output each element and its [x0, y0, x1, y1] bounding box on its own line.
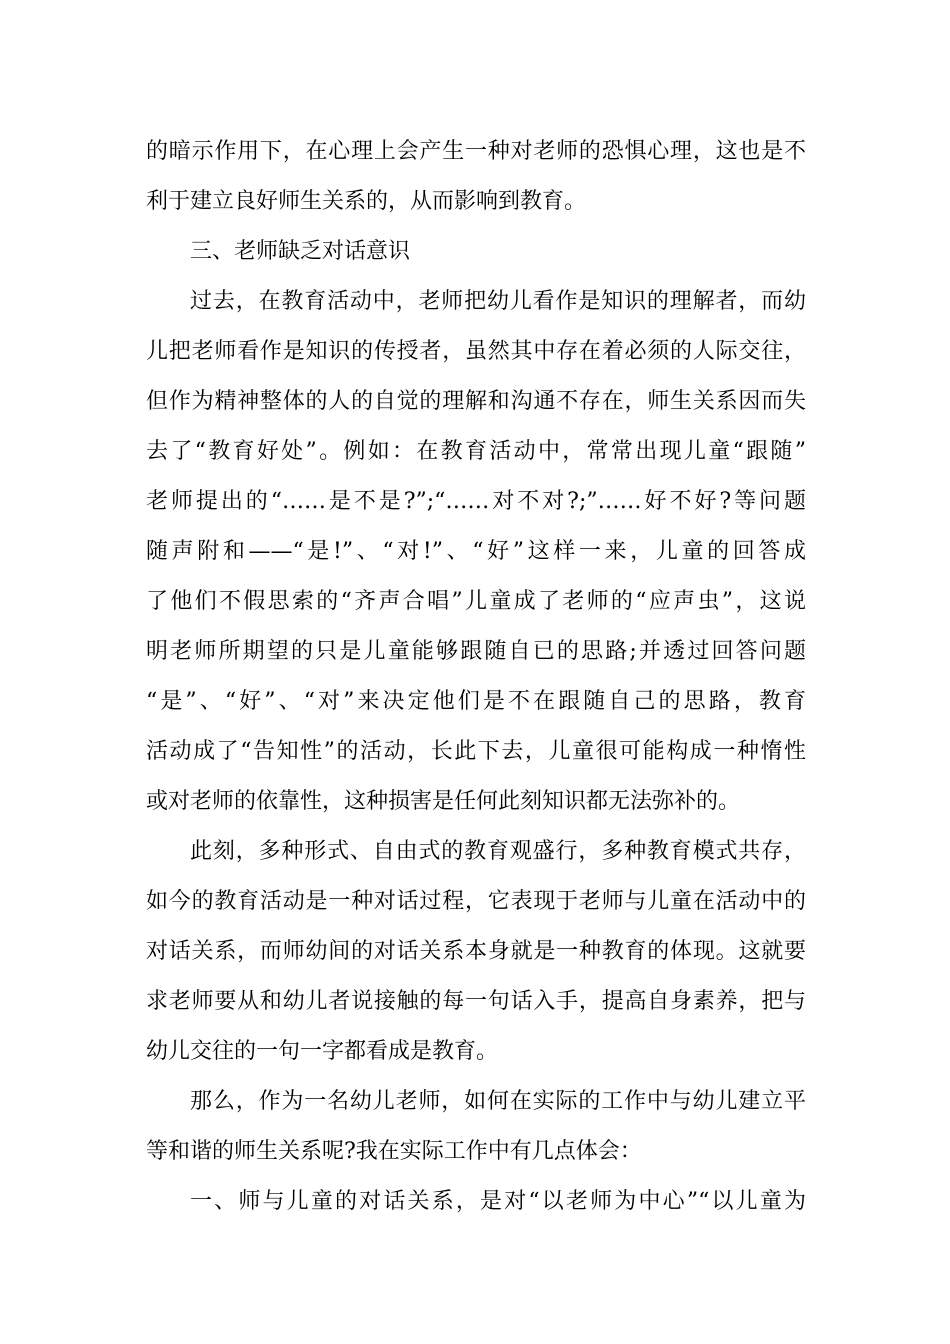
text-line-11: 明老师所期望的只是儿童能够跟随自已的思路;并透过回答问题 — [146, 639, 806, 664]
text-line-9: 随声附和——“是!”、“对!”、“好”这样一来，儿童的回答成 — [146, 539, 806, 564]
text-line-18: 求老师要从和幼儿者说接触的每一句话入手，提高自身素养，把与 — [146, 989, 806, 1014]
text-line-22: 一、师与儿童的对话关系，是对“以老师为中心”“以儿童为 — [190, 1189, 806, 1214]
text-line-2: 利于建立良好师生关系的，从而影响到教育。 — [146, 189, 587, 214]
text-line-19: 幼儿交往的一句一字都看成是教育。 — [146, 1039, 499, 1064]
text-line-7: 去了“教育好处”。例如：在教育活动中，常常出现儿童“跟随” — [146, 439, 806, 464]
text-line-17: 对话关系，而师幼间的对话关系本身就是一种教育的体现。这就要 — [146, 939, 806, 964]
text-line-14: 或对老师的依靠性，这种损害是任何此刻知识都无法弥补的。 — [146, 789, 741, 814]
text-line-12: “是”、“好”、“对”来决定他们是不在跟随自己的思路，教育 — [146, 689, 806, 714]
text-line-13: 活动成了“告知性”的活动，长此下去，儿童很可能构成一种惰性 — [146, 739, 806, 764]
text-line-21: 等和谐的师生关系呢?我在实际工作中有几点体会： — [146, 1139, 642, 1164]
text-line-10: 了他们不假思索的“齐声合唱”儿童成了老师的“应声虫”，这说 — [146, 589, 806, 614]
text-line-1: 的暗示作用下，在心理上会产生一种对老师的恐惧心理，这也是不 — [146, 139, 806, 164]
text-line-5: 儿把老师看作是知识的传授者，虽然其中存在着必须的人际交往， — [146, 339, 806, 364]
text-line-15: 此刻，多种形式、自由式的教育观盛行，多种教育模式共存， — [190, 839, 806, 864]
text-line-16: 如今的教育活动是一种对话过程，它表现于老师与儿童在活动中的 — [146, 889, 806, 914]
text-line-20: 那么，作为一名幼儿老师，如何在实际的工作中与幼儿建立平 — [190, 1089, 806, 1114]
section-heading: 三、老师缺乏对话意识 — [190, 239, 411, 264]
text-line-6: 但作为精神整体的人的自觉的理解和沟通不存在，师生关系因而失 — [146, 389, 806, 414]
text-line-4: 过去，在教育活动中，老师把幼儿看作是知识的理解者，而幼 — [190, 289, 806, 314]
text-line-8: 老师提出的“……是不是?”;“……对不对?;”……好不好?等问题 — [146, 489, 806, 514]
